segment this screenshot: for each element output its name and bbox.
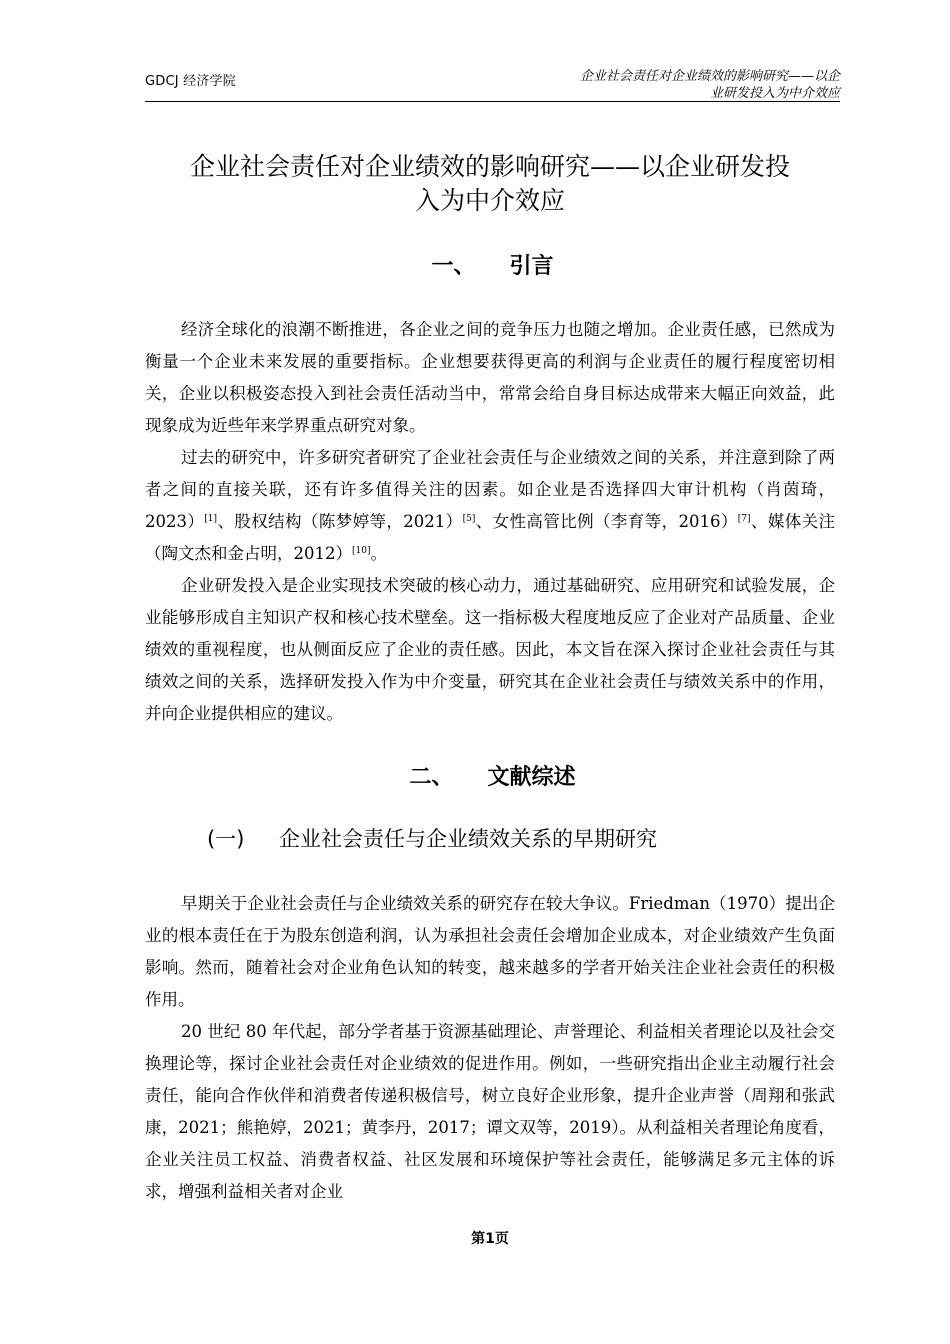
section-title: 文献综述 [487, 765, 576, 790]
text-run: 。 [370, 544, 387, 563]
section-title: 引言 [509, 254, 554, 279]
section-heading-introduction [145, 252, 840, 282]
paragraph-intro-3: 企业研发投入是企业实现技术突破的核心动力，通过基础研究、应用研究和试验发展，企业能够形成自主知识产权和核心技术壁垒。这一指标极大程度地反应了企业对产品质量、企业绩效的重视程度，也从侧面反应了企业的责任感。因此，本文旨在深入探讨企业社会责任与其绩效之间的关系，选择研发投入作为中介变量，研究其在企业社会责任与绩效关系中的作用，并向企业提供相应的建议。 [145, 576, 835, 723]
header-rule [145, 101, 840, 102]
header-institution: GDCJ 经济学院 [145, 74, 236, 89]
subsection-heading-early-research [207, 824, 847, 854]
citation-ref: [7] [737, 514, 751, 524]
paper-title-line2: 入为中介效应 [414, 186, 565, 215]
citation-ref: [10] [352, 546, 371, 556]
text-run: 、媒体关注（陶文杰和金占明，2012） [145, 512, 836, 563]
section-heading-literature-review [145, 763, 840, 793]
subsection-title: 企业社会责任与企业绩效关系的早期研究 [279, 827, 657, 851]
text-run: 过去的研究中，许多研究者研究了企业社会责任与企业绩效之间的关系，并注意到除了两者之间的直接关联，还有许多值得关注的因素。如企业是否选择四大审计机构（肖茵琦，2023） [145, 448, 835, 531]
text-run: 、女性高管比例（李育等，2016） [475, 512, 738, 531]
paper-title-line1: 企业社会责任对企业绩效的影响研究——以企业研发投 [189, 152, 790, 181]
header-running-title-line2: 业研发投入为中介效应 [709, 86, 840, 101]
header-running-title-line1: 企业社会责任对企业绩效的影响研究——以企 [579, 69, 840, 84]
citation-ref: [5] [462, 514, 476, 524]
paragraph-intro-1: 经济全球化的浪潮不断推进，各企业之间的竞争压力也随之增加。企业责任感，已然成为衡量一个企业未来发展的重要指标。企业想要获得更高的利润与企业责任的履行程度密切相关，企业以积极姿态投入到社会责任活动当中，常常会给自身目标达成带来大幅正向效益，此现象成为近些年来学界重点研究对象。 [145, 320, 835, 435]
section-number: 一、 [431, 254, 476, 279]
paragraph-intro-2 [145, 442, 835, 570]
paragraph-review-2: 20 世纪 80 年代起，部分学者基于资源基础理论、声誉理论、利益相关者理论以及社会交换理论等，探讨企业社会责任对企业绩效的促进作用。例如，一些研究指出企业主动履行社会责任，能向合作伙伴和消费者传递积极信号，树立良好企业形象，提升企业声誉（周翔和张武康，2021；熊艳婷，2021；黄李丹，2017；谭文双等，2019）。从利益相关者理论角度看，企业关注员工权益、消费者权益、社区发展和环境保护等社会责任，能够满足多元主体的诉求，增强利益相关者对企业 [145, 1022, 835, 1201]
page-number: 第1页 [471, 1231, 509, 1247]
header-running-title [540, 68, 840, 102]
citation-ref: [1] [204, 514, 218, 524]
paragraph-review-1: 早期关于企业社会责任与企业绩效关系的研究存在较大争议。Friedman（1970）提出企业的根本责任在于为股东创造利润，认为承担社会责任会增加企业成本，对企业绩效产生负面影响。然而，随着社会对企业角色认知的转变，越来越多的学者开始关注企业社会责任的积极作用。 [145, 894, 835, 1009]
section-number: 二、 [409, 765, 454, 790]
paper-title [130, 150, 850, 218]
text-run: 、股权结构（陈梦婷等，2021） [217, 512, 463, 531]
subsection-number: (一) [207, 827, 245, 851]
